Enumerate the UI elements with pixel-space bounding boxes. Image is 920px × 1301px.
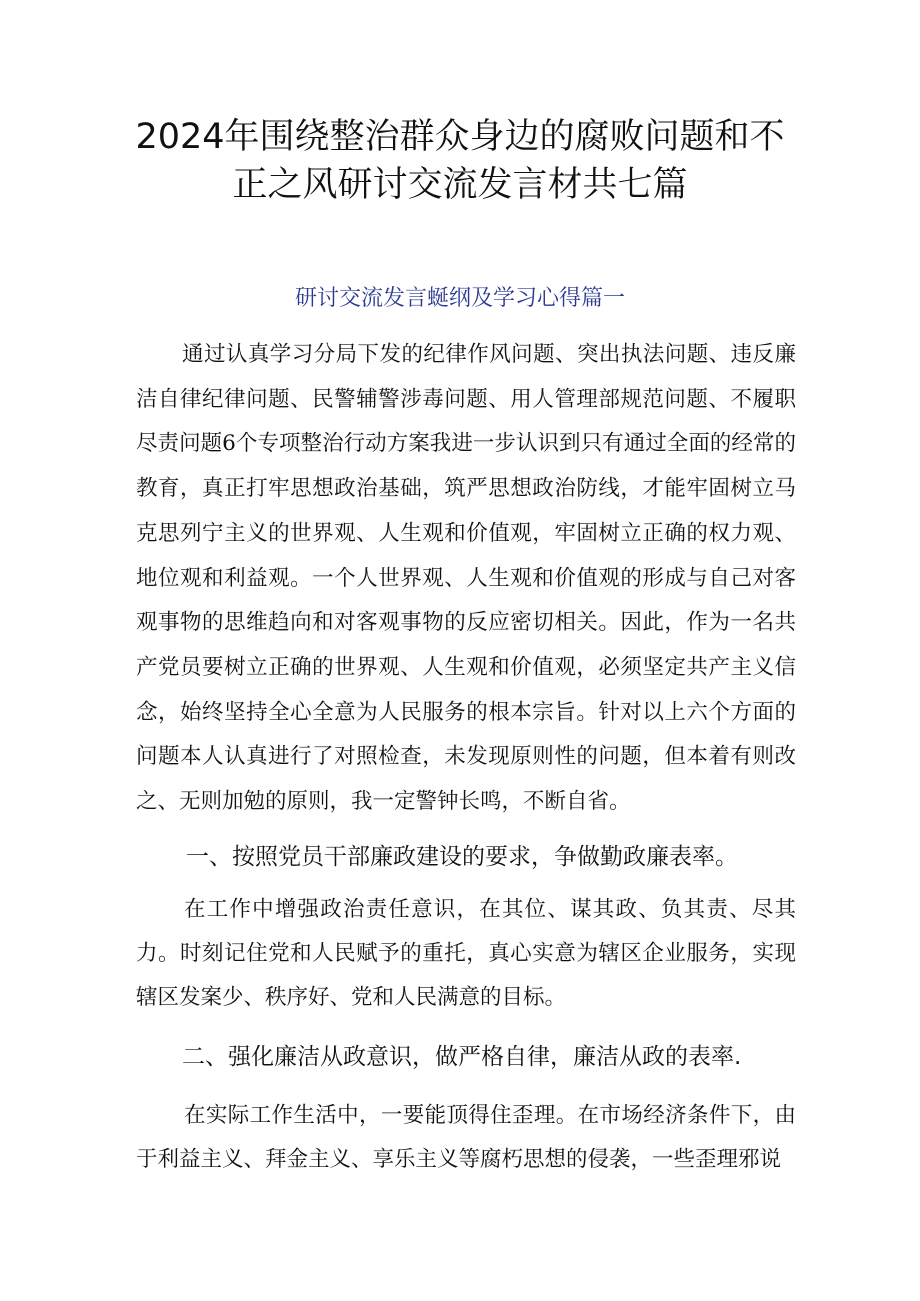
body-paragraph-1: 通过认真学习分局下发的纪律作风问题、突出执法问题、违反廉洁自律纪律问题、民警辅警涉毒问题、用人管理部规范问题、不履职尽责问题6个专项整治行动方案我进一步认识到只有通过全面的经常的教育，真正打牢思想政治基础，筑严思想政治防线，才能牢固树立马克思列宁主义的世界观、人生观和价值观，牢固树立正确的权力观、地位观和利益观。一个人世界观、人生观和价值观的形成与自己对客观事物的思维趋向和对客观事物的反应密切相关。因此，作为一名共产党员要树立正确的世界观、人生观和价值观，必须坚定共产主义信念，始终坚持全心全意为人民服务的根本宗旨。针对以上六个方面的问题本人认真进行了对照检查，未发现原则性的问题，但本着有则改之、无则加勉的原则，我一定警钟长鸣，不断自省。 bbox=[136, 342, 796, 815]
body-paragraph-2: 在工作中增强政治责任意识，在其位、谋其政、负其责、尽其力。时刻记住党和人民赋予的重托，真心实意为辖区企业服务，实现辖区发案少、秩序好、党和人民满意的目标。 bbox=[136, 897, 796, 1010]
document-title-line-1: 2024年围绕整治群众身边的腐败问题和不 bbox=[135, 117, 785, 157]
body-paragraph-3: 在实际工作生活中，一要能顶得住歪理。在市场经济条件下，由于利益主义、拜金主义、享乐主义等腐朽思想的侵袭，一些歪理邪说 bbox=[136, 1103, 796, 1172]
section-heading-2: 二、强化廉洁从政意识，做严格自律，廉洁从政的表率. bbox=[182, 1044, 742, 1070]
document-title-line-2: 正之风研讨交流发言材共七篇 bbox=[232, 165, 688, 205]
section-heading-1: 一、按照党员干部廉政建设的要求，争做勤政廉表率。 bbox=[186, 844, 738, 870]
section-subtitle: 研讨交流发言蜒纲及学习心得篇一 bbox=[294, 286, 625, 311]
